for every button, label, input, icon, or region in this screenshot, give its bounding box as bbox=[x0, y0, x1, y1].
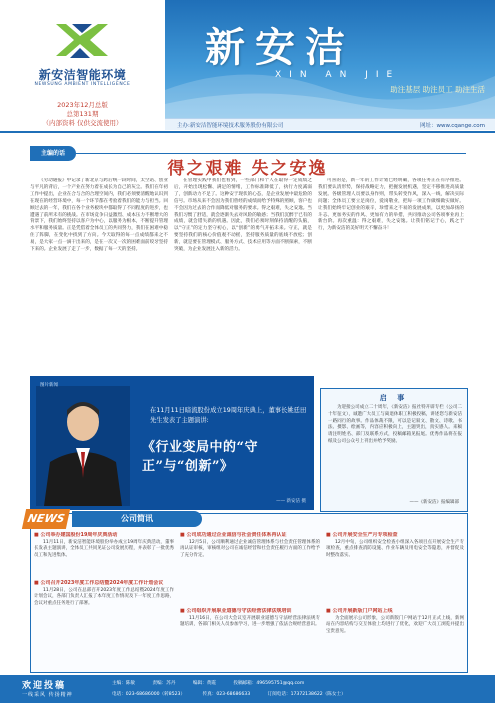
paper-title: 新安洁 bbox=[205, 24, 355, 71]
masthead-banner bbox=[165, 0, 495, 118]
masthead-divider bbox=[0, 131, 495, 133]
notice-body: 为迎接公司成立二十周年，《新安洁》报社特开辟专栏（公司二十年征文），诚邀广大员工与离退休职工积极投稿，讲述您与新安洁一路同行的故事。作品体裁不限，可以是记叙文、散文、诗歌、书法、摄影、绘画等，内容应积极向上，主题突出，真实感人。来稿请注明姓名、部门及联系方式，投稿邮箱见报尾。优秀作品将在报纸及公司公众号上刊出并给予奖励。 bbox=[328, 405, 462, 444]
company-logo-icon bbox=[52, 18, 112, 62]
news-item-text: 为全面展示公司形象，公司新版门户网站于12月正式上线，新网站在内容结构与交互体验上均进行了优化，欢迎广大员工浏览并提出宝贵意见。 bbox=[326, 615, 464, 634]
news-item bbox=[34, 580, 174, 670]
issue-number: 总第131期 bbox=[66, 110, 99, 118]
footer-phone: 电话：023-68686000（转8523） bbox=[112, 692, 186, 697]
news-item-heading: ■ 公司举办建国股份19周年庆典活动 bbox=[34, 532, 118, 538]
issue-date: 2023年12月总版 bbox=[57, 101, 108, 109]
news-item-text: 11月28日，公司在总部召开2023年度工作总结暨2024年度工作计划会议，各部门负责人汇报了本年度工作情况及下一年度工作思路，会议对重点任务进行了部署。 bbox=[34, 587, 174, 606]
footer-contacts-row-1 bbox=[112, 680, 320, 686]
news-item bbox=[180, 608, 320, 670]
footer-contacts-row-2 bbox=[112, 691, 362, 697]
issue-note: （内部资料 仅供交流使用） bbox=[42, 119, 123, 127]
paper-title-en: XIN AN JIE bbox=[275, 70, 401, 80]
paper-slogan: 助注基层 助注员工 助注生活 bbox=[390, 85, 485, 94]
feature-caption: 在11月11日暗流股份成立19周年庆典上，董事长姚廷田先生发表了主题演讲: bbox=[150, 407, 307, 424]
news-item bbox=[326, 532, 464, 604]
footer-editor: 责编：苏丹 bbox=[152, 681, 176, 686]
feature-credit: —— 新安洁 摄 bbox=[276, 499, 306, 504]
news-badge: NEWS bbox=[22, 509, 70, 529]
feature-quote: 《行业变局中的“守正”与“创新”》 bbox=[142, 440, 258, 474]
footer-bar bbox=[0, 675, 495, 703]
notice-title: 启 事 bbox=[379, 394, 409, 402]
masthead-info-bar bbox=[165, 118, 495, 130]
news-item-text: 11月11日，新安洁智能环境股份举办成立19周年庆典活动，董事长发表主题演讲，全体员工共同见证公司发展历程，并表彰了一批优秀员工和先进集体。 bbox=[34, 539, 174, 558]
news-item bbox=[326, 608, 464, 670]
footer-chief-editor: 主编：陈敏 bbox=[112, 681, 135, 686]
article-column-2: 在管理实践中我们也看到，一些部门和个人在取得一定成绩之后，开始出现松懈、满足的情绪，工作标准降低了，执行力度减弱了，创新动力不足了。这种安于现状的心态，是企业发展中最危险的信号。市场从来不会因为我们曾经的成绩而给予特殊的照顾，客户也不会因为过去的合作而降低对服务的要求。得之艰难，失之安逸。当我们习惯了舒适，就会逐渐失去对风险的敏感；当我们沉醉于已有的成绩，就会错失新的机遇。因此，我们必须时刻保持清醒的头脑，以“守正”的定力坚守初心，以“创新”的勇气开拓未来。守正，就是要坚持我们的核心价值观不动摇，坚持服务质量的底线不放松；创新，就是要在管理模式、服务方式、技术应用等方面不断探索，不断突破，为企业发展注入新的活力。 bbox=[174, 178, 312, 253]
news-item bbox=[34, 532, 174, 576]
company-name-cn: 新安洁智能环境 bbox=[38, 68, 127, 82]
news-item-heading: ■ 公司组织开展职业道德与守法经营法律法规培训 bbox=[180, 608, 292, 614]
news-item-heading: ■ 公司开展安全生产月专项检查 bbox=[326, 532, 398, 538]
footer-subscribe-phone: 订阅电话：17372138622（陈女士） bbox=[267, 692, 346, 697]
news-title: 公司简讯 bbox=[72, 511, 202, 527]
footer-layout-editor: 编辑：黄霞 bbox=[192, 681, 216, 686]
notice-box bbox=[320, 388, 468, 512]
article-column-1: 《劳动通报》中记录了新北京与跨后统一段时间，太空站、创业与平凡的背后，一个产业在努力着在成长为自己的灰尘。我们在年初工作中提出，企业在合与合的合理空间内，我们必须要清醒地认识到在现在的经营环境中，每一个环节都在考验着我们的能力与担当。回顾过去的一年，我们在各个业务板块中都取得了不同程度的进步，也遭遇了前所未有的挑战。在市场竞争日益激烈、成本压力不断增大的背景下，我们始终坚持以客户为中心，以服务为根本，不断提升管理水平和服务质量。正是凭借着全体员工的共同努力，我们在困难中稳住了阵脚，在变化中找到了方向。今天取得的每一点成绩都来之不易，是大家一点一滴干出来的，是在一次又一次的困难面前咬牙坚持下来的。企业发展了走了一步，数据了每一天的坚持。 bbox=[30, 178, 168, 253]
masthead-logo-panel bbox=[0, 0, 165, 128]
company-name-en: NEWSUNG AMBIENT INTELLIGENCE bbox=[34, 82, 131, 87]
footer-subtitle: 一线采风 传扬精神 bbox=[22, 692, 73, 698]
news-item-text: 11月16日，在公司大会议室开展职业道德与守法经营法律法规专题培训，各部门相关人员参加学习，进一步增强了依法合规经营意识。 bbox=[180, 615, 320, 628]
sponsor-text: 主办:新安洁智能环境技术服务股份有限公司 bbox=[177, 123, 284, 129]
news-item-heading: ■ 公司召开2023年度工作总结暨2024年度工作计划会议 bbox=[34, 580, 164, 586]
footer-email[interactable]: 投稿邮箱：496595751@qq.com bbox=[233, 681, 305, 686]
footer-brand: 欢迎投稿 bbox=[22, 681, 67, 691]
news-item bbox=[180, 532, 320, 604]
section-tag: 主编的话 bbox=[30, 146, 76, 161]
feature-photo-panel bbox=[30, 376, 314, 510]
news-item-text: 12月中旬，公司组织安全检查小组深入各项目点开展安全生产专项检查，重点排查消防设施、作业车辆及用电安全等隐患，并督促及时整改落实。 bbox=[326, 539, 464, 558]
article-headline: 得之艰难 失之安逸 bbox=[167, 159, 328, 179]
speaker-photo-icon bbox=[36, 386, 130, 506]
news-item-heading: ■ 公司开展新版门户网站上线 bbox=[326, 608, 393, 614]
website-link[interactable]: 网址：www.cqange.com bbox=[420, 123, 485, 129]
footer-fax: 传真：023-68686633 bbox=[202, 692, 251, 697]
article-column-3: 可喜的是，新一年的工作计划已经明确，各项任务正在有序推进。我们要认清形势，保持战略定力，把握发展机遇，坚定不移推进高质量发展。各级管理人员要以身作则，带头转变作风，深入一线，解决实际问题；全体员工要立足岗位，爱岗敬业，把每一项工作做细做实做好。让我们始终牢记创业的艰辛，珍惜来之不易的发展成果，以更加昂扬的斗志、更加务实的作风、更加有力的举措，共同推动公司各项事业再上新台阶。再次重温：得之艰难，失之安逸。让我们铭记于心，践之于行，为新安洁的美好明天不懈奋斗！ bbox=[318, 178, 464, 232]
notice-signature: ——《新安洁》报编辑部 bbox=[409, 500, 459, 505]
feature-tag: 图片新闻 bbox=[40, 383, 58, 388]
news-item-text: 12月5日，公司顺利通过企业诚信管理体系与社会责任管理体系的再认证审核，审核组对公司在诚信经营和社会责任履行方面的工作给予了充分肯定。 bbox=[180, 539, 320, 558]
news-item-heading: ■ 公司成功通过企业诚信与社会责任体系再认证 bbox=[180, 532, 287, 538]
